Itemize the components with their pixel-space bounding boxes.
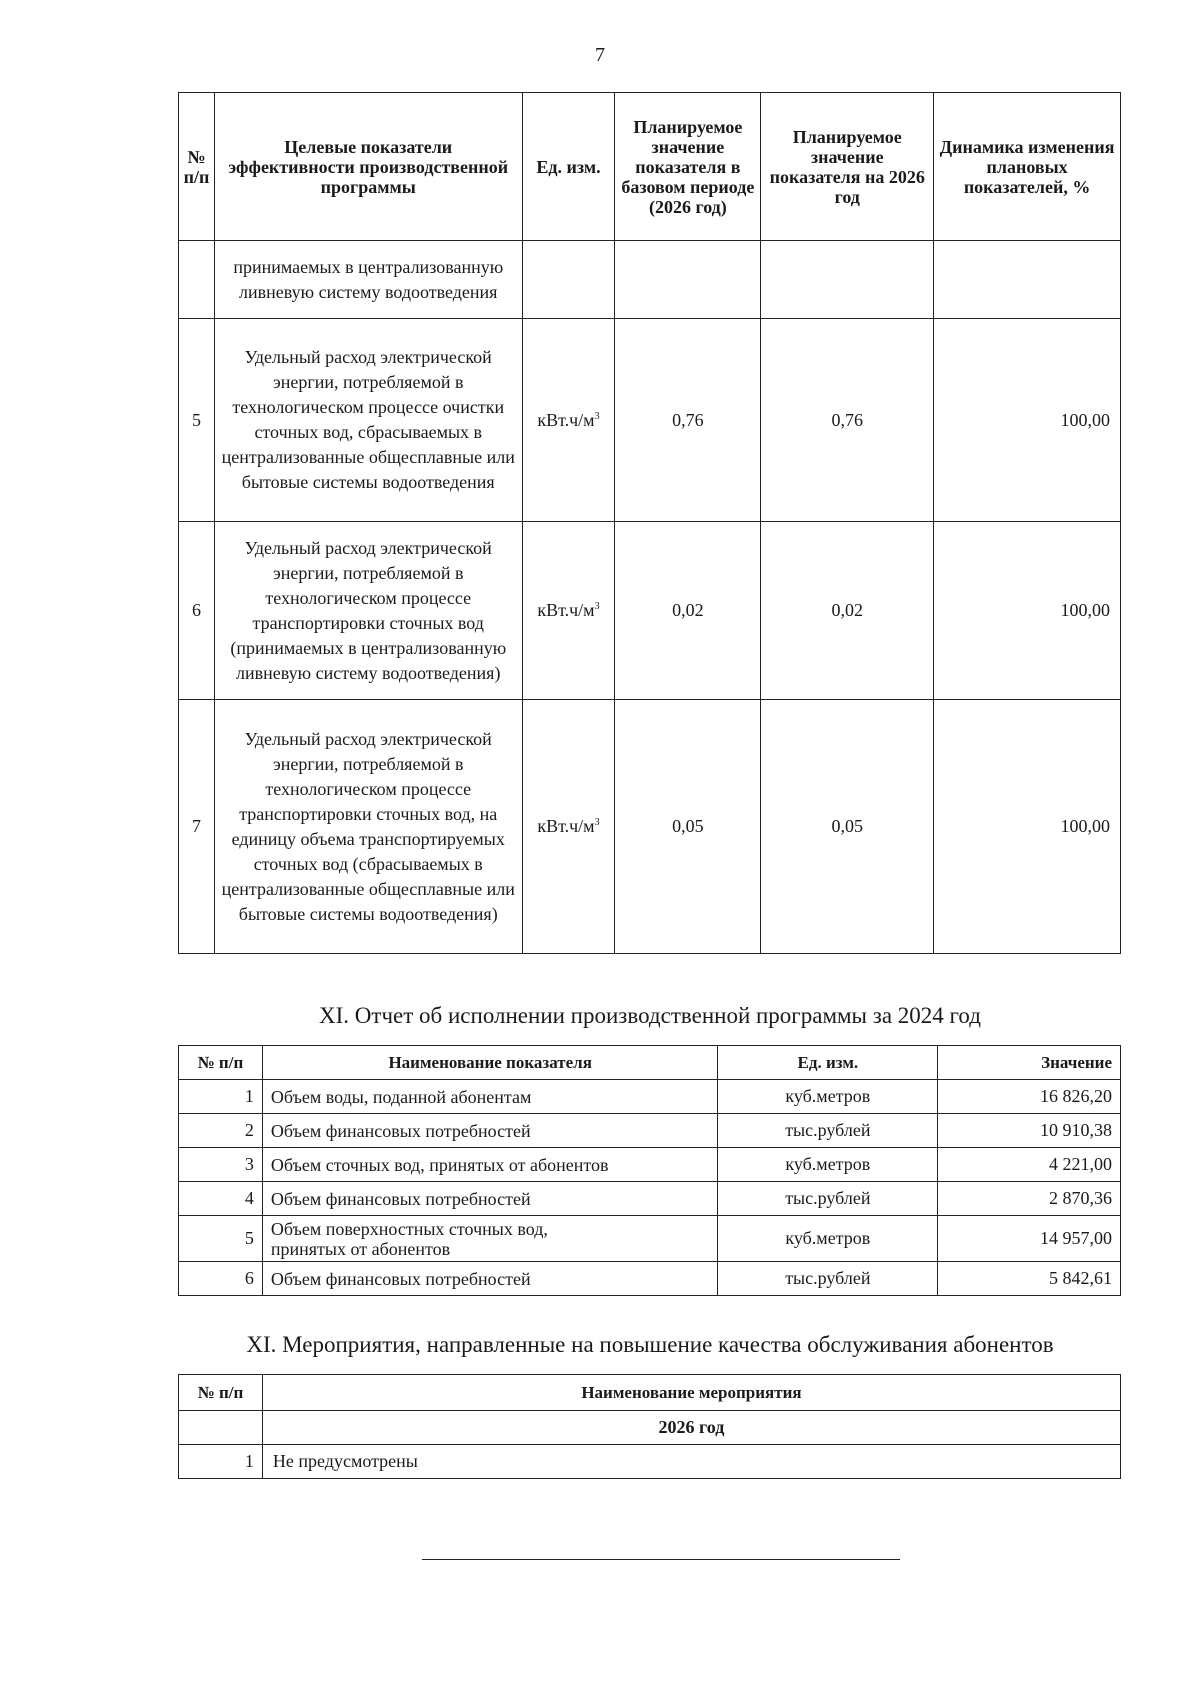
row-unit: тыс.рублей: [718, 1262, 938, 1296]
row-value: 14 957,00: [938, 1216, 1121, 1262]
table-row: [179, 241, 1121, 319]
row-plan: 0,05: [761, 700, 934, 954]
col-header-dynamics: Динамика изменения плановых показателей, %: [934, 93, 1121, 241]
row-name: Удельный расход электрической энергии, потребляемой в технологическом процессе транспортировки сточных вод, на единицу объема транспортируемых сточных вод (сбрасываемых в централизованные общесплавные или бытовые системы водоотведения): [214, 700, 522, 954]
row-unit: тыс.рублей: [718, 1114, 938, 1148]
row-value: 10 910,38: [938, 1114, 1121, 1148]
row-name: Удельный расход электрической энергии, потребляемой в технологическом процессе очистки сточных вод, сбрасываемых в централизованные общесплавные или бытовые системы водоотведения: [214, 319, 522, 522]
col-header-unit: Ед. изм.: [522, 93, 615, 241]
row-name: принимаемых в централизованную ливневую систему водоотведения: [214, 241, 522, 319]
table-row: [179, 319, 1121, 522]
row-unit: куб.метров: [718, 1148, 938, 1182]
row-base: 0,76: [615, 319, 761, 522]
section-title-measures: XI. Мероприятия, направленные на повышение качества обслуживания абонентов: [246, 1332, 1054, 1357]
col-header-plan: Планируемое значение показателя на 2026 год: [761, 93, 934, 241]
row-value: 4 221,00: [938, 1148, 1121, 1182]
row-dynamics: 100,00: [934, 319, 1121, 522]
row-name: Объем сточных вод, принятых от абонентов: [262, 1148, 718, 1182]
table-header-row: [179, 1046, 1121, 1080]
col-header-name: Наименование показателя: [262, 1046, 718, 1080]
table-row: [179, 700, 1121, 954]
row-unit: тыс.рублей: [718, 1182, 938, 1216]
row-plan: 0,76: [761, 319, 934, 522]
row-unit: $кВт.ч/м^3$: [522, 522, 615, 700]
row-unit: куб.метров: [718, 1080, 938, 1114]
table-row: [179, 1148, 1121, 1182]
col-header-value: Значение: [938, 1046, 1121, 1080]
col-header-num: № п/п: [179, 1375, 263, 1411]
row-num: 2: [179, 1114, 263, 1148]
row-num: [179, 241, 215, 319]
row-unit: $кВт.ч/м^3$: [522, 319, 615, 522]
row-dynamics: [934, 241, 1121, 319]
row-base: 0,05: [615, 700, 761, 954]
row-dynamics: 100,00: [934, 700, 1121, 954]
year-row-label: 2026 год: [262, 1411, 1120, 1445]
col-header-name: Наименование мероприятия: [262, 1375, 1120, 1411]
year-row-empty-cell: [179, 1411, 263, 1445]
table-row: [179, 1080, 1121, 1114]
row-name: Объем финансовых потребностей: [262, 1182, 718, 1216]
row-num: 5: [179, 1216, 263, 1262]
table-row: [179, 1262, 1121, 1296]
row-num: 1: [179, 1445, 263, 1479]
table-row: [179, 1182, 1121, 1216]
row-name: Не предусмотрены: [262, 1445, 1120, 1479]
row-num: 7: [179, 700, 215, 954]
table-row: [179, 1114, 1121, 1148]
table-header-row: [179, 1375, 1121, 1411]
target-indicators-table: [178, 92, 1121, 954]
col-header-num: № п/п: [179, 93, 215, 241]
row-unit: $кВт.ч/м^3$: [522, 700, 615, 954]
row-unit: куб.метров: [718, 1216, 938, 1262]
row-base: 0,02: [615, 522, 761, 700]
section-title-report: XI. Отчет об исполнении производственной программы за 2024 год: [319, 1003, 981, 1028]
page-number: 7: [595, 44, 605, 66]
row-num: 6: [179, 522, 215, 700]
row-num: 3: [179, 1148, 263, 1182]
year-row: [179, 1411, 1121, 1445]
row-unit: [522, 241, 615, 319]
table-row: [179, 1216, 1121, 1262]
row-dynamics: 100,00: [934, 522, 1121, 700]
row-value: 16 826,20: [938, 1080, 1121, 1114]
row-name: Объем финансовых потребностей: [262, 1262, 718, 1296]
table-row: [179, 522, 1121, 700]
table-header-row: [179, 93, 1121, 241]
row-num: 1: [179, 1080, 263, 1114]
col-header-unit: Ед. изм.: [718, 1046, 938, 1080]
row-plan: 0,02: [761, 522, 934, 700]
row-value: 5 842,61: [938, 1262, 1121, 1296]
bottom-divider: [422, 1559, 900, 1560]
col-header-num: № п/п: [179, 1046, 263, 1080]
row-plan: [761, 241, 934, 319]
row-name: Удельный расход электрической энергии, потребляемой в технологическом процессе транспортировки сточных вод (принимаемых в централизованную ливневую систему водоотведения): [214, 522, 522, 700]
row-name: Объем поверхностных сточных вод, принятых от абонентов: [262, 1216, 718, 1262]
col-header-name: Целевые показатели эффективности производственной программы: [214, 93, 522, 241]
row-num: 4: [179, 1182, 263, 1216]
row-value: 2 870,36: [938, 1182, 1121, 1216]
table-row: [179, 1445, 1121, 1479]
row-num: 5: [179, 319, 215, 522]
row-base: [615, 241, 761, 319]
row-name: Объем воды, поданной абонентам: [262, 1080, 718, 1114]
report-table: [178, 1045, 1121, 1296]
col-header-base: Планируемое значение показателя в базовом периоде (2026 год): [615, 93, 761, 241]
row-name: Объем финансовых потребностей: [262, 1114, 718, 1148]
measures-table: [178, 1374, 1121, 1479]
row-num: 6: [179, 1262, 263, 1296]
